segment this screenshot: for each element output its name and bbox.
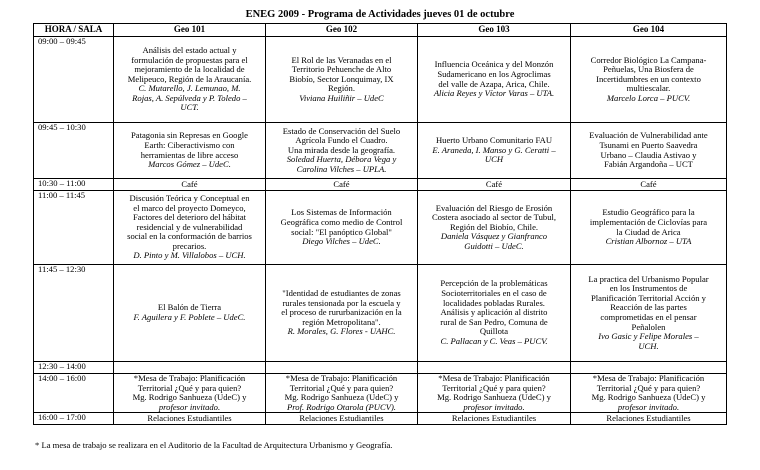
session-title-line: Earth: Ciberactivismo con [144, 139, 235, 150]
table-row [34, 265, 727, 362]
session-cell [266, 191, 418, 265]
session-title-line: Análisis del estado actual y [142, 44, 237, 55]
session-title-line: Evaluación del Riesgo de Erosión [435, 202, 553, 213]
session-cell [571, 191, 727, 265]
time-cell: 09:00 – 09:45 [34, 37, 114, 123]
session-authors-line: R. Morales, G. Flores - UAHC. [287, 326, 396, 337]
session-title-line: del valle de Azapa, Arica, Chile. [438, 78, 550, 89]
session-title-line: Socioterritoriales en el caso de [441, 288, 547, 299]
session-title-line: residencial y de vulnerabilidad [136, 221, 243, 232]
session-title-line: social en la conformación de barrios [127, 231, 252, 242]
time-cell: 14:00 – 16:00 [34, 374, 114, 413]
session-title-line: Reacción de las partes [610, 302, 687, 313]
session-title-line: La practica del Urbanismo Popular [588, 273, 709, 284]
session-title-line: El Balón de Tierra [157, 302, 222, 313]
session-title-line: multiescalar. [626, 83, 671, 94]
session-authors-line: Viviana Huiliñir – UdeC [299, 92, 384, 103]
session-title-line: Corredor Biológico La Campana- [590, 54, 707, 65]
session-title-line: Costera asociado al sector de Tubul, [431, 212, 557, 223]
session-authors-line: D. Pinto y M. Villalobos – UCH. [133, 250, 246, 261]
session-title-line: Región. [328, 83, 355, 94]
session-authors-line: Soledad Huerta, Débora Vega y [286, 154, 397, 165]
session-title-line: Factores del deterioro del hábitat [132, 212, 247, 223]
break-cell [571, 362, 727, 374]
session-title-line: Geográfica como medio de Control [280, 216, 403, 227]
session-title-line: Tsunami en Puerto Saavedra [599, 139, 698, 150]
break-cell: Relaciones Estudiantiles [266, 413, 418, 425]
session-authors-line: Marcos Gómez – UdeC. [148, 159, 231, 170]
session-cell [266, 123, 418, 179]
header-geo103: Geo 103 [418, 24, 571, 37]
header-geo101: Geo 101 [114, 24, 266, 37]
session-authors-line: Rojas, A. Sepúlveda y P. Toledo – [132, 92, 247, 103]
header-geo102: Geo 102 [266, 24, 418, 37]
session-title-line: Mg. Rodrigo Sanhueza (UdeC) y [284, 392, 399, 403]
footnote: * La mesa de trabajo se realizara en el Auditorio de la Facultad de Arquitectura Urbanismo y Geografía. [35, 440, 393, 450]
session-authors-line: UCH [484, 154, 504, 165]
session-title-line: la Ciudad de Arica [616, 226, 681, 237]
session-title-line: Peñalolen [631, 321, 666, 332]
session-authors-line: C. Mutarello, J. Lemunao, M. [138, 83, 241, 94]
session-title-line: rural de San Pedro, Comuna de [440, 316, 548, 327]
session-title-line: Análisis y aplicación al distrito [440, 307, 548, 318]
header-row [34, 24, 727, 37]
session-cell [114, 191, 266, 265]
session-title-line: mejoramiento de la localidad de [134, 64, 245, 75]
session-title-line: *Mesa de Trabajo: Planificación [285, 373, 398, 383]
session-cell [571, 374, 727, 413]
session-authors-line: profesor invitado. [158, 401, 221, 412]
session-cell [266, 37, 418, 123]
session-cell [418, 191, 571, 265]
session-title-line: *Mesa de Trabajo: Planificación [592, 373, 705, 383]
session-title-line: *Mesa de Trabajo: Planificación [438, 373, 550, 383]
session-cell [418, 123, 571, 179]
session-authors-line: Daniela Vásquez y Gianfranco [440, 231, 548, 242]
session-title-line: formulación de propuestas para el [131, 54, 248, 65]
break-cell: Café [266, 179, 418, 191]
session-title-line: en los Instrumentos de [609, 283, 688, 294]
session-authors-line: UCH. [638, 340, 659, 351]
session-cell [571, 37, 727, 123]
session-title-line: Territorial ¿Qué y para quien? [289, 382, 394, 393]
table-row [34, 413, 727, 425]
session-authors-line: Guidotti – UdeC. [464, 240, 524, 251]
session-cell [418, 374, 571, 413]
break-cell: Relaciones Estudiantiles [571, 413, 727, 425]
session-authors-line: C. Pallacan y C. Veas – PUCV. [440, 335, 548, 346]
session-title-line: Peñuelas, Una Biosfera de [603, 64, 694, 75]
session-authors-line: Alicia Reyes y Víctor Varas – UTA. [433, 88, 555, 99]
session-title-line: comprometidas en el pensar [600, 312, 697, 322]
session-title-line: Incertidumbres en un contexto [596, 73, 701, 84]
session-cell [571, 123, 727, 179]
header-geo104: Geo 104 [571, 24, 727, 37]
table-row [34, 179, 727, 191]
session-title-line: el marco del proyecto Domeyco, [133, 202, 246, 213]
break-cell: Relaciones Estudiantiles [418, 413, 571, 425]
session-title-line: Planificación Territorial Acción y [591, 292, 706, 303]
session-title-line: Estado de Conservación del Suelo [282, 125, 401, 136]
session-title-line: Territorial ¿Qué y para quien? [596, 382, 701, 393]
session-title-line: región Metropolitana". [302, 316, 381, 327]
session-title-line: Una mirada desde la geografía. [287, 144, 396, 155]
table-row [34, 374, 727, 413]
break-cell: Café [114, 179, 266, 191]
session-authors-line: Marcelo Lorca – PUCV. [606, 92, 691, 103]
session-title-line: El Rol de las Veranadas en el [291, 54, 392, 65]
session-title-line: "Identidad de estudiantes de zonas [282, 288, 401, 299]
break-cell [266, 362, 418, 374]
session-authors-line: Prof. Rodrigo Otarola (PUCV). [287, 401, 396, 412]
session-title-line: localidades pobladas Rurales. [443, 297, 545, 308]
table-row [34, 362, 727, 374]
session-title-line: Percepción de la problemáticas [440, 278, 548, 289]
table-row [34, 37, 727, 123]
session-cell [571, 265, 727, 362]
session-authors-line: Carolina Vilches – UPLA. [296, 163, 387, 174]
time-cell: 16:00 – 17:00 [34, 413, 114, 425]
session-title-line: Territorial ¿Qué y para quien? [442, 382, 546, 393]
session-authors-line: Diego Vilches – UdeC. [302, 236, 381, 247]
break-cell: Café [571, 179, 727, 191]
break-cell: Relaciones Estudiantiles [114, 413, 266, 425]
break-cell: Café [418, 179, 571, 191]
session-title-line: rurales tensionada por la escuela y [282, 297, 401, 308]
session-title-line: *Mesa de Trabajo: Planificación [133, 373, 246, 383]
page-title: ENEG 2009 - Programa de Actividades jueves 01 de octubre [245, 9, 515, 20]
time-cell: 12:30 – 14:00 [34, 362, 114, 374]
session-title-line: Melipeuco, Región de la Araucanía. [127, 73, 252, 84]
session-title-line: Región del Biobío, Chile. [449, 221, 539, 232]
session-title-line: Agrícola Fundo el Cuadro. [295, 135, 388, 146]
session-title-line: el proceso de rururbanización en la [281, 307, 402, 318]
session-title-line: Mg. Rodrigo Sanhueza (UdeC) y [437, 392, 551, 403]
header-hora: HORA / SALA [34, 24, 114, 37]
session-title-line: Territorio Pehuenche de Alto [291, 64, 392, 75]
session-authors-line: F. Aguilera y F. Poblete – UdeC. [133, 312, 246, 322]
session-title-line: herramientas de libre acceso [140, 149, 239, 160]
schedule-table [33, 23, 727, 425]
session-cell [114, 37, 266, 123]
session-title-line: Discusión Teórica y Conceptual en [129, 192, 250, 203]
session-title-line: Fabián Argandoña – UCT [604, 159, 693, 170]
time-cell: 10:30 – 11:00 [34, 179, 114, 191]
session-cell [418, 265, 571, 362]
session-authors-line: Cristian Albornoz – UTA [605, 236, 692, 247]
session-cell [418, 37, 571, 123]
session-authors-line: E. Araneda, I. Manso y G. Ceratti – [432, 144, 556, 155]
session-authors-line: profesor invitado. [617, 401, 680, 412]
break-cell [418, 362, 571, 374]
break-cell [114, 362, 266, 374]
session-title-line: precarios. [172, 240, 207, 251]
session-cell [266, 265, 418, 362]
session-cell [114, 265, 266, 362]
session-title-line: Biobío, Sector Lonquimay, IX [289, 73, 394, 84]
session-cell [114, 374, 266, 413]
session-title-line: Sudamericano en los Agroclimas [437, 68, 551, 79]
table-row [34, 123, 727, 179]
session-title-line: Urbano – Claudia Astivao y [600, 149, 697, 160]
session-authors-line: Ivo Gasic y Felipe Morales – [598, 331, 699, 342]
session-title-line: Quillota [479, 326, 509, 337]
session-cell [114, 123, 266, 179]
session-title-line: Los Sistemas de Información [291, 207, 392, 218]
time-cell: 11:45 – 12:30 [34, 265, 114, 362]
session-title-line: Mg. Rodrigo Sanhueza (UdeC) y [591, 392, 706, 403]
session-authors-line: UCT. [180, 102, 199, 113]
session-title-line: Evaluación de Vulnerabilidad ante [589, 130, 708, 141]
session-title-line: Huerto Urbano Comunitario FAU [435, 135, 553, 146]
session-title-line: Influencia Oceánica y del Monzón [434, 59, 554, 70]
session-title-line: Estudio Geográfico para la [602, 207, 695, 218]
session-cell [266, 374, 418, 413]
session-authors-line: profesor invitado. [463, 401, 525, 412]
session-title-line: Patagonia sin Represas en Google [131, 130, 248, 141]
session-title-line: social: "El panóptico Global" [291, 226, 392, 237]
table-row [34, 191, 727, 265]
session-title-line: Territorial ¿Qué y para quien? [137, 382, 242, 393]
session-title-line: Mg. Rodrigo Sanhueza (UdeC) y [132, 392, 247, 403]
session-title-line: implementación de Ciclovías para [589, 216, 708, 227]
time-cell: 11:00 – 11:45 [34, 191, 114, 265]
time-cell: 09:45 – 10:30 [34, 123, 114, 179]
